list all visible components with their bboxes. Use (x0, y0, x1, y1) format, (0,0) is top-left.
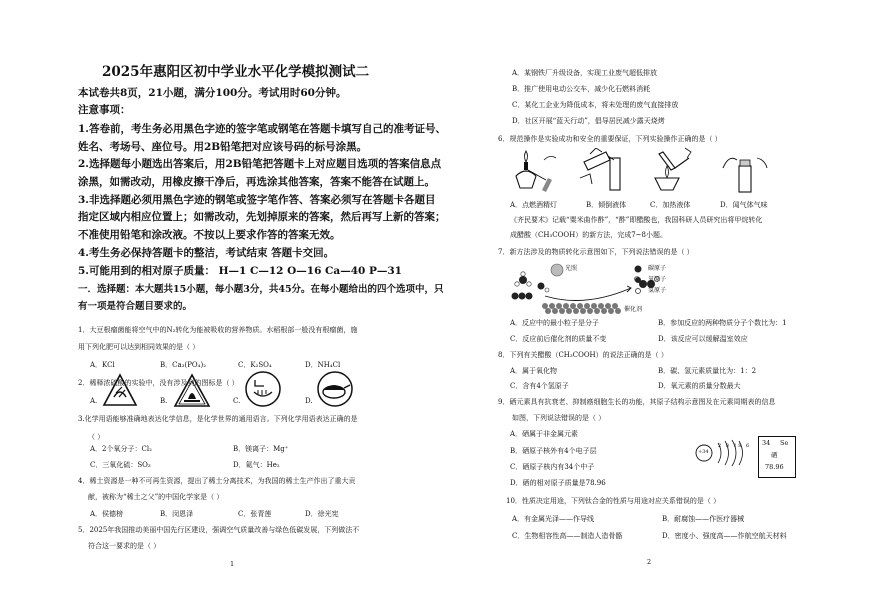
passage: 《齐民要术》记载“粟米曲作酢”，“酢”即醋酸也，我国科研人员研究出将甲烷转化 (510, 216, 763, 224)
section-heading: 一．选择题：本大题共15小题，每小题3分，共45分。在每小题给出的四个选项中，只 (78, 284, 444, 295)
q6-option-c: C．加热液体 (650, 201, 691, 209)
note-line: 4.考生务必保持答题卡的整洁，考试结束 答题卡交回。 (78, 247, 335, 259)
note-line: 不准使用铅笔和涂改液。不按以上要求作答的答案无效。 (78, 229, 341, 241)
page-number-right: 2 (647, 558, 652, 566)
q5-option-a: A．某钢铁厂升级设备，实现工业废气超低排放 (512, 69, 658, 77)
q6-option-a: A．点燃酒精灯 (510, 201, 558, 209)
q2-option-b: B. (160, 397, 168, 405)
q3-option-b: B．镁离子：Mg⁺ (233, 445, 289, 453)
section-heading-cont: 有一项是符合题目要求的。 (78, 301, 193, 312)
question-3: 3.化学用语能够准确地表达化学信息，是化学世界的通用语言。下列化学用语表达正确的是 (78, 415, 358, 423)
alcohol-lamp-lighting-figure (506, 148, 562, 194)
q8-option-c: C．含有4个氢原子 (510, 382, 569, 390)
q4-option-b: B．闵恩泽 (160, 510, 194, 518)
q7-option-a: A．反应中的最小粒子是分子 (510, 319, 600, 327)
corrosive-hazard-icon (173, 373, 211, 409)
note-line: 1.答卷前，考生务必用黑色字迹的签字笔或钢笔在答题卡填写自己的准考证号、 (78, 123, 446, 135)
q9-option-c: C．硒原子核内有34个中子 (510, 463, 595, 471)
legend-hydrogen: 氢原子 (648, 287, 667, 294)
q10-option-c: C．生物相容性高——制造人造骨骼 (512, 532, 623, 540)
q9-option-d: D．硒的相对原子质量是78.96 (510, 479, 606, 487)
q1-option-b: B．Ca₃(PO₄)₂ (160, 361, 207, 369)
question-9-cont: 如图，下列说法错误的是（ ） (512, 414, 606, 422)
question-1: 1．大豆根瘤菌能将空气中的N₂转化为能被吸收的营养物质。水稻根部一般没有根瘤菌，施 (78, 326, 358, 334)
question-8: 8．下列有关醋酸（CH₃COOH）的说法正确的是（ ） (498, 351, 668, 359)
q1-option-c: C．K₂SO₄ (238, 361, 272, 369)
question-10: 10．性质决定用途，下列钛合金的性质与用途对应关系错误的是（ ） (506, 497, 721, 505)
q8-option-d: D．氧元素的质量分数最大 (658, 382, 741, 390)
q6-option-b: B．倾倒液体 (586, 201, 627, 209)
page-number-left: 1 (230, 560, 235, 568)
q7-option-b: B．参加反应的两种物质分子个数比为：1 (658, 319, 787, 327)
q2-option-d: D. (305, 397, 313, 405)
note-line: 3.非选择题必须用黑色字迹的钢笔或签字笔作答、答案必须写在答题卡各题目 (78, 194, 436, 206)
legend-oxygen: 氧原子 (648, 276, 667, 283)
atom-legend-markers (633, 264, 643, 298)
q7-option-c: C．反应前后催化剂的质量不变 (510, 335, 607, 343)
hand-wash-icon (244, 370, 282, 408)
q4-option-c: C．张青莲 (238, 510, 272, 518)
smelling-gas-figure (717, 150, 773, 194)
q9-option-a: A．硒属于非金属元素 (510, 430, 579, 438)
q5-option-c: C．某化工企业为降低成本，将未处理的废气直接排放 (512, 101, 679, 109)
q3-option-a: A．2个氧分子：Cl₂ (90, 445, 152, 453)
exam-intro: 本试卷共8页，21小题，满分100分。考试用时60分钟。 (78, 87, 347, 99)
q2-option-c: C. (233, 397, 241, 405)
passage-cont: 成醋酸（CH₃COOH）的新方法，完成7~8小题。 (510, 231, 667, 239)
pouring-liquid-figure (576, 148, 636, 194)
se-name: 硒 (771, 451, 778, 459)
light-label: 光照 (565, 265, 578, 272)
question-3-cont: （ ） (88, 433, 105, 441)
note-line: 涂黑，如需改动，用橡皮擦干净后，再选涂其他答案，答案不能答在试题上。 (78, 176, 435, 188)
question-7: 7．新方法涉及的物质转化示意图如下，下列说法错误的是（ ） (498, 248, 694, 256)
se-atomic-mass: 78.96 (765, 463, 784, 471)
note-line: 2.选择题每小题选出答案后，用2B铅笔把答题卡上对应题目选项的答案信息点 (78, 158, 442, 170)
heating-liquid-figure (645, 146, 701, 196)
q3-option-c: C．三氧化硫：SO₃ (90, 461, 151, 469)
se-electron-shells: 2 8 18 6 (718, 443, 751, 449)
legend-carbon: 碳原子 (648, 265, 667, 272)
question-2: 2．稀释浓硫酸的实验中，没有涉及到的图标是（ ） (78, 379, 239, 387)
question-5: 5．2025年我国推动美丽中国先行区建设，强调空气质量改善与绿色低碳发展，下列做法不 (78, 526, 360, 534)
q4-option-d: D．徐光宪 (305, 510, 339, 518)
note-line: 姓名、考场号、座位号。用2B铅笔把对应该号码的标号涂黑。 (78, 141, 368, 153)
q5-option-d: D．社区开展“蓝天行动”，倡导居民减少露天烧烤 (512, 117, 665, 125)
question-5-cont: 符合这一要求的是（ ） (88, 542, 161, 550)
question-9: 9．硒元素具有抗衰老、抑制癌细胞生长的功能，其原子结构示意图及在元素周期表的信息 (498, 398, 776, 406)
q9-option-b: B．硒原子核外有4个电子层 (510, 447, 597, 455)
exam-title: 2025年惠阳区初中学业水平化学模拟测试二 (102, 64, 370, 80)
q10-option-b: B．耐腐蚀——作医疗器械 (662, 515, 745, 523)
q3-option-d: D．氦气：He₂ (233, 461, 280, 469)
q8-option-a: A．属于氧化物 (510, 367, 558, 375)
q2-option-a: A. (90, 397, 98, 405)
question-4: 4．稀土资源是一种不可再生资源，提出了稀土分离技术，为我国的稀土生产作出了重大贡 (78, 477, 356, 485)
catalyst-label: 催化剂 (624, 306, 643, 313)
q7-option-d: D．该反应可以缓解温室效应 (658, 335, 748, 343)
notes-heading: 注意事项： (78, 104, 131, 116)
se-symbol: Se (780, 439, 789, 447)
q6-option-d: D．闻气体气味 (720, 201, 768, 209)
question-1-cont: 用下列化肥可以达到相同效果的是（ ） (78, 343, 200, 351)
q8-option-b: B．碳、氢元素质量比为：1：2 (658, 367, 757, 375)
q10-option-d: D．密度小、强度高——作航空航天材料 (662, 532, 787, 540)
note-line: 指定区域内相应位置上；如需改动，先划掉原来的答案，然后再写上新的答案； (78, 211, 446, 223)
note-line: 5.可能用到的相对原子质量： H—1 C—12 O—16 Ca—40 P—31 (78, 265, 402, 277)
safety-goggles-icon (102, 373, 138, 409)
q1-option-d: D．NH₄Cl (305, 361, 341, 369)
q10-option-a: A．有金属光泽——作导线 (512, 515, 595, 523)
se-atomic-number: 34 (762, 439, 771, 447)
question-6: 6．规范操作是实验成功和安全的重要保证，下列实验操作正确的是（ ） (498, 135, 722, 143)
q5-option-b: B．推广使用电动公交车，减少化石燃料消耗 (512, 85, 651, 93)
se-nucleus-charge: +34 (698, 449, 709, 455)
q1-option-a: A．KCl (90, 361, 115, 369)
q4-option-a: A．侯德榜 (90, 510, 124, 518)
question-4-cont: 献，被称为“稀土之父”的中国化学家是（ ） (88, 493, 224, 501)
hot-surface-icon (316, 370, 354, 408)
